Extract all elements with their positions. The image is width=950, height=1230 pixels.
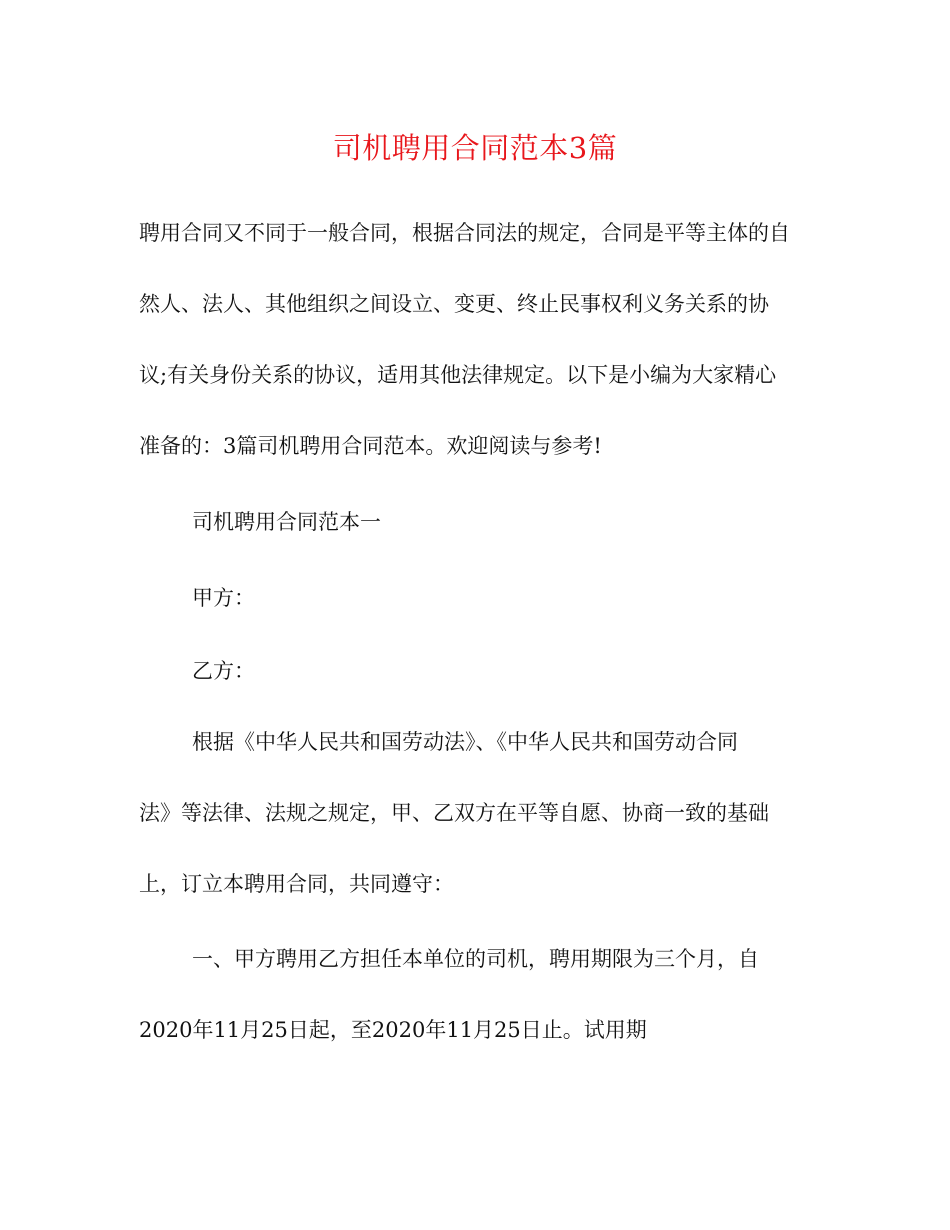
paragraph-line: 聘用合同又不同于一般合同，根据合同法的规定，合同是平等主体的自	[139, 221, 790, 245]
party-b-label: 乙方：	[192, 659, 255, 683]
paragraph-line: 然人、法人、其他组织之间设立、变更、终止民事权利义务关系的协	[139, 292, 769, 316]
section-heading: 司机聘用合同范本一	[192, 510, 381, 534]
paragraph-line: 根据《中华人民共和国劳动法》、《中华人民共和国劳动合同	[192, 730, 738, 754]
paragraph-line: 上，订立本聘用合同，共同遵守：	[139, 872, 454, 896]
paragraph-line: 2020年11月25日起，至2020年11月25日止。试用期	[139, 1018, 647, 1042]
paragraph-line: 一、甲方聘用乙方担任本单位的司机，聘用期限为三个月，自	[192, 947, 759, 971]
document-title: 司机聘用合同范本3篇	[332, 131, 618, 165]
paragraph-line: 准备的：3篇司机聘用合同范本。欢迎阅读与参考!	[139, 434, 602, 458]
paragraph-line: 法》等法律、法规之规定，甲、乙双方在平等自愿、协商一致的基础	[139, 801, 769, 825]
paragraph-line: 议;有关身份关系的协议，适用其他法律规定。以下是小编为大家精心	[139, 363, 777, 387]
party-a-label: 甲方：	[192, 586, 255, 610]
